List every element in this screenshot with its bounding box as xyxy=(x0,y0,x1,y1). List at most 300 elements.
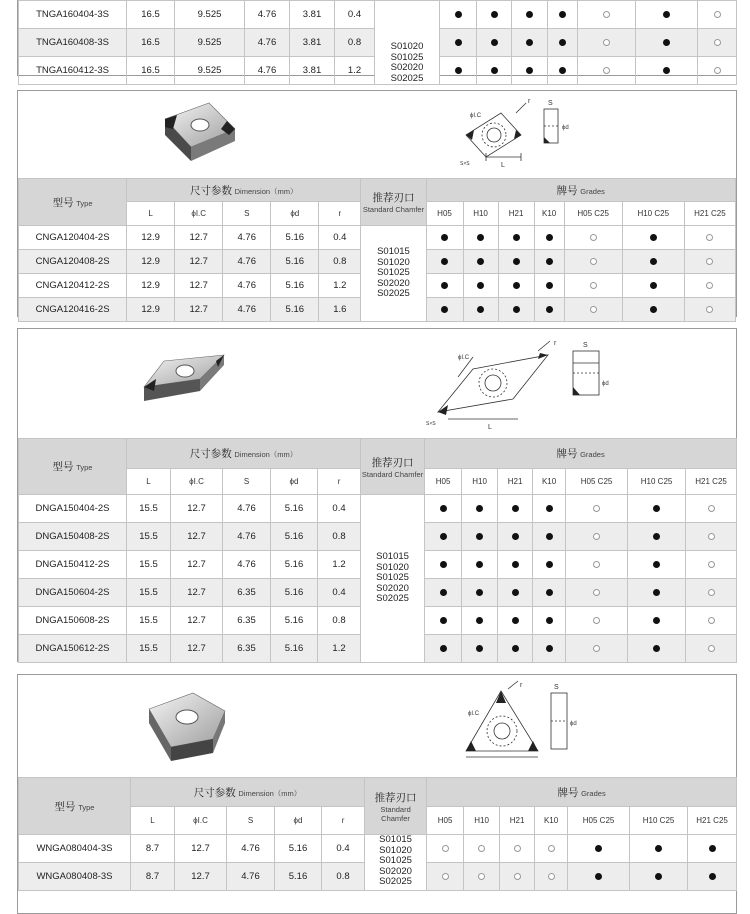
cell-r: 0.8 xyxy=(318,607,361,635)
col-dim-1: ϕI.C xyxy=(171,469,223,495)
dnga-label-chamfer: S×S xyxy=(426,421,436,427)
cell-grade-4 xyxy=(578,57,636,85)
col-dim-2: S xyxy=(227,807,275,835)
optional-circle-icon xyxy=(548,845,555,852)
optional-circle-icon xyxy=(714,11,721,18)
optional-circle-icon xyxy=(548,873,555,880)
cnga-insert-image xyxy=(153,101,243,171)
table-row xyxy=(19,495,737,523)
cell-d: 3.81 xyxy=(290,57,335,85)
optional-circle-icon xyxy=(706,258,713,265)
cell-s: 4.76 xyxy=(223,250,271,274)
cell-ic: 12.7 xyxy=(175,835,227,863)
recommended-dot-icon xyxy=(663,11,670,18)
recommended-dot-icon xyxy=(477,282,484,289)
cell-grade-3 xyxy=(533,495,566,523)
recommended-dot-icon xyxy=(513,258,520,265)
recommended-dot-icon xyxy=(526,67,533,74)
cell-l: 8.7 xyxy=(131,863,175,891)
cell-grade-2 xyxy=(512,29,548,57)
col-dimension-en: Dimension（mm） xyxy=(238,788,302,798)
chamfer-list xyxy=(375,42,439,84)
col-grades-header xyxy=(425,439,737,469)
cell-d: 3.81 xyxy=(290,29,335,57)
col-grade-1: H10 xyxy=(462,469,498,495)
col-grade-2: H21 xyxy=(500,807,535,835)
chamfer-item: S01015 xyxy=(376,551,409,563)
col-dim-1: ϕI.C xyxy=(175,202,223,226)
recommended-dot-icon xyxy=(491,39,498,46)
recommended-dot-icon xyxy=(546,505,553,512)
recommended-dot-icon xyxy=(440,505,447,512)
cell-l: 15.5 xyxy=(127,635,171,663)
cell-grade-6 xyxy=(684,226,735,250)
wnga-insert-image xyxy=(143,687,233,767)
cell-ic: 12.7 xyxy=(171,551,223,579)
cell-r: 1.2 xyxy=(335,57,375,85)
cell-grade-1 xyxy=(464,835,500,863)
cell-grade-2 xyxy=(498,274,534,298)
chamfer-item: S01020 xyxy=(376,561,409,573)
table-row xyxy=(19,835,737,863)
recommended-dot-icon xyxy=(546,589,553,596)
chamfer-list xyxy=(361,247,425,300)
cell-l: 15.5 xyxy=(127,523,171,551)
cnga-label-s: S xyxy=(548,100,553,107)
cell-grade-4 xyxy=(568,863,630,891)
col-grade-1: H10 xyxy=(463,202,498,226)
cell-r: 1.2 xyxy=(318,635,361,663)
cell-grade-0 xyxy=(426,226,463,250)
col-grade-3: K10 xyxy=(534,202,564,226)
recommended-dot-icon xyxy=(650,306,657,313)
cell-l: 8.7 xyxy=(131,835,175,863)
col-chamfer-header xyxy=(361,439,425,495)
cell-grade-4 xyxy=(578,1,636,29)
chamfer-item: S02025 xyxy=(377,288,410,300)
cell-ic: 12.7 xyxy=(171,495,223,523)
cell-grade-2 xyxy=(498,226,534,250)
recommended-dot-icon xyxy=(655,873,662,880)
cell-grade-5 xyxy=(628,495,686,523)
cell-grade-4 xyxy=(564,250,622,274)
col-type-zh: 型号 xyxy=(52,196,74,209)
col-grade-6: H21 C25 xyxy=(686,469,737,495)
cell-grade-5 xyxy=(628,523,686,551)
col-grade-3: K10 xyxy=(535,807,568,835)
cell-ic: 12.7 xyxy=(175,298,223,322)
cnga-label-d: ϕd xyxy=(562,125,569,131)
col-grade-4: H05 C25 xyxy=(566,469,628,495)
cell-l: 15.5 xyxy=(127,551,171,579)
table-row xyxy=(19,1,737,29)
cell-type: DNGA150604-2S xyxy=(19,579,127,607)
cell-grade-4 xyxy=(564,298,622,322)
cell-d: 3.81 xyxy=(290,1,335,29)
recommended-dot-icon xyxy=(546,617,553,624)
cell-grade-1 xyxy=(462,607,498,635)
cell-chamfer xyxy=(361,495,425,663)
cnga-label-r: r xyxy=(528,98,531,105)
cell-l: 15.5 xyxy=(127,495,171,523)
col-dimension-zh: 尺寸参数 xyxy=(193,786,236,799)
optional-circle-icon xyxy=(708,533,715,540)
cell-grade-6 xyxy=(686,523,737,551)
cell-r: 0.8 xyxy=(318,523,361,551)
col-grade-0: H05 xyxy=(425,469,462,495)
cell-ic: 9.525 xyxy=(175,1,245,29)
optional-circle-icon xyxy=(708,505,715,512)
cell-grade-6 xyxy=(698,1,737,29)
col-grade-4: H05 C25 xyxy=(568,807,630,835)
optional-circle-icon xyxy=(590,234,597,241)
cell-type: CNGA120412-2S xyxy=(19,274,127,298)
cell-grade-1 xyxy=(477,57,512,85)
cell-grade-3 xyxy=(533,579,566,607)
cell-grade-3 xyxy=(548,1,578,29)
cell-grade-2 xyxy=(498,523,533,551)
optional-circle-icon xyxy=(514,873,521,880)
cell-grade-3 xyxy=(535,835,568,863)
recommended-dot-icon xyxy=(476,533,483,540)
cell-grade-4 xyxy=(566,523,628,551)
cell-r: 0.4 xyxy=(319,226,361,250)
cnga-label-l: L xyxy=(501,162,505,169)
col-grade-4: H05 C25 xyxy=(564,202,622,226)
cell-grade-0 xyxy=(425,495,462,523)
recommended-dot-icon xyxy=(546,306,553,313)
cell-grade-0 xyxy=(425,635,462,663)
cell-d: 5.16 xyxy=(271,579,318,607)
cell-grade-5 xyxy=(636,57,698,85)
optional-circle-icon xyxy=(603,39,610,46)
optional-circle-icon xyxy=(593,645,600,652)
recommended-dot-icon xyxy=(440,533,447,540)
cnga-technical-drawing xyxy=(446,95,596,175)
recommended-dot-icon xyxy=(512,533,519,540)
cell-grade-6 xyxy=(698,57,737,85)
cell-d: 5.16 xyxy=(271,226,319,250)
cell-grade-3 xyxy=(534,226,564,250)
recommended-dot-icon xyxy=(476,645,483,652)
cell-type: CNGA120416-2S xyxy=(19,298,127,322)
recommended-dot-icon xyxy=(455,67,462,74)
optional-circle-icon xyxy=(714,67,721,74)
recommended-dot-icon xyxy=(512,561,519,568)
cell-r: 0.4 xyxy=(335,1,375,29)
cell-grade-4 xyxy=(568,835,630,863)
wnga-label-r: r xyxy=(520,682,523,689)
col-chamfer-header xyxy=(361,179,426,226)
cell-r: 1.2 xyxy=(318,551,361,579)
cell-grade-5 xyxy=(628,607,686,635)
recommended-dot-icon xyxy=(559,67,566,74)
col-grade-6: H21 C25 xyxy=(684,202,735,226)
cell-grade-3 xyxy=(534,298,564,322)
cell-s: 4.76 xyxy=(245,1,290,29)
cell-grade-0 xyxy=(427,863,464,891)
col-grades-zh: 牌号 xyxy=(556,184,578,197)
recommended-dot-icon xyxy=(595,873,602,880)
chamfer-item: S01025 xyxy=(390,51,424,63)
cnga-table xyxy=(18,178,736,322)
cell-grade-5 xyxy=(628,635,686,663)
recommended-dot-icon xyxy=(512,645,519,652)
col-chamfer-header xyxy=(365,778,427,835)
optional-circle-icon xyxy=(593,505,600,512)
cell-ic: 9.525 xyxy=(175,29,245,57)
optional-circle-icon xyxy=(590,306,597,313)
cell-r: 0.4 xyxy=(322,835,365,863)
optional-circle-icon xyxy=(706,282,713,289)
col-dim-3: ϕd xyxy=(271,469,318,495)
cell-d: 5.16 xyxy=(271,607,318,635)
optional-circle-icon xyxy=(514,845,521,852)
cell-ic: 12.7 xyxy=(175,250,223,274)
col-dim-0: L xyxy=(131,807,175,835)
cell-r: 0.8 xyxy=(319,250,361,274)
cell-grade-4 xyxy=(564,226,622,250)
cell-grade-5 xyxy=(622,274,684,298)
cell-grade-0 xyxy=(440,57,477,85)
cell-grade-2 xyxy=(498,250,534,274)
cell-grade-3 xyxy=(533,607,566,635)
chamfer-item: S01025 xyxy=(376,572,409,584)
cell-grade-6 xyxy=(698,29,737,57)
recommended-dot-icon xyxy=(513,306,520,313)
wnga-table xyxy=(18,777,737,891)
recommended-dot-icon xyxy=(476,505,483,512)
wnga-label-ic: ϕI.C xyxy=(468,711,480,717)
cell-grade-6 xyxy=(686,579,737,607)
recommended-dot-icon xyxy=(546,533,553,540)
chamfer-list xyxy=(365,835,426,888)
recommended-dot-icon xyxy=(441,306,448,313)
cell-l: 12.9 xyxy=(127,298,175,322)
cell-grade-0 xyxy=(440,29,477,57)
cell-ic: 12.7 xyxy=(171,579,223,607)
cell-grade-3 xyxy=(548,29,578,57)
cell-grade-2 xyxy=(512,57,548,85)
cell-grade-6 xyxy=(684,274,735,298)
dnga-label-r: r xyxy=(554,340,557,347)
cell-grade-0 xyxy=(425,607,462,635)
col-type-en: Type xyxy=(78,802,95,812)
tnga-table xyxy=(18,0,737,85)
optional-circle-icon xyxy=(593,533,600,540)
cell-grade-5 xyxy=(622,226,684,250)
cell-ic: 12.7 xyxy=(175,226,223,250)
cell-r: 0.4 xyxy=(318,579,361,607)
cell-grade-0 xyxy=(425,551,462,579)
chamfer-item: S01025 xyxy=(377,267,410,279)
recommended-dot-icon xyxy=(440,561,447,568)
col-dimension-zh: 尺寸参数 xyxy=(189,448,232,460)
recommended-dot-icon xyxy=(441,282,448,289)
cnga-label-chamfer: S×S xyxy=(460,161,470,167)
cell-grade-4 xyxy=(566,607,628,635)
cell-grade-5 xyxy=(622,298,684,322)
cell-grade-6 xyxy=(686,495,737,523)
optional-circle-icon xyxy=(442,873,449,880)
cell-grade-0 xyxy=(425,579,462,607)
cell-l: 15.5 xyxy=(127,579,171,607)
cell-grade-2 xyxy=(498,635,533,663)
cell-d: 5.16 xyxy=(271,298,319,322)
col-type-header xyxy=(19,778,131,835)
optional-circle-icon xyxy=(706,234,713,241)
cell-grade-0 xyxy=(426,274,463,298)
cell-ic: 12.7 xyxy=(175,863,227,891)
dnga-label-d: ϕd xyxy=(602,381,609,387)
cell-grade-6 xyxy=(686,635,737,663)
recommended-dot-icon xyxy=(650,282,657,289)
recommended-dot-icon xyxy=(512,589,519,596)
chamfer-item: S02025 xyxy=(390,72,424,84)
cell-d: 5.16 xyxy=(275,835,322,863)
recommended-dot-icon xyxy=(650,234,657,241)
recommended-dot-icon xyxy=(440,589,447,596)
cell-grade-3 xyxy=(533,523,566,551)
cell-grade-1 xyxy=(477,29,512,57)
cell-grade-2 xyxy=(500,863,535,891)
recommended-dot-icon xyxy=(546,645,553,652)
cell-l: 16.5 xyxy=(127,57,175,85)
cell-grade-2 xyxy=(498,298,534,322)
cell-l: 15.5 xyxy=(127,607,171,635)
col-grades-header xyxy=(427,778,737,807)
cell-grade-3 xyxy=(533,551,566,579)
col-dim-0: L xyxy=(127,202,175,226)
cell-type: WNGA080404-3S xyxy=(19,835,131,863)
recommended-dot-icon xyxy=(546,258,553,265)
recommended-dot-icon xyxy=(559,11,566,18)
recommended-dot-icon xyxy=(476,561,483,568)
cell-l: 12.9 xyxy=(127,274,175,298)
recommended-dot-icon xyxy=(526,11,533,18)
cell-grade-1 xyxy=(463,226,498,250)
cell-s: 4.76 xyxy=(223,523,271,551)
chamfer-item: S01015 xyxy=(377,246,410,258)
col-grades-header xyxy=(426,179,736,202)
cell-s: 4.76 xyxy=(245,57,290,85)
wnga-label-s: S xyxy=(554,684,559,691)
chamfer-item: S02020 xyxy=(379,865,412,877)
recommended-dot-icon xyxy=(653,617,660,624)
recommended-dot-icon xyxy=(512,617,519,624)
col-grade-5: H10 C25 xyxy=(630,807,688,835)
cell-s: 4.76 xyxy=(223,274,271,298)
col-grades-en: Grades xyxy=(580,186,605,196)
recommended-dot-icon xyxy=(650,258,657,265)
table-row xyxy=(19,226,736,250)
cell-type: CNGA120408-2S xyxy=(19,250,127,274)
recommended-dot-icon xyxy=(512,505,519,512)
col-type-en: Type xyxy=(76,463,93,472)
cell-d: 5.16 xyxy=(271,551,318,579)
recommended-dot-icon xyxy=(477,258,484,265)
cell-grade-4 xyxy=(566,579,628,607)
cell-grade-5 xyxy=(630,863,688,891)
optional-circle-icon xyxy=(590,258,597,265)
dnga-label-s: S xyxy=(583,342,588,349)
col-grade-0: H05 xyxy=(426,202,463,226)
col-dimension-en: Dimension（mm） xyxy=(234,186,298,196)
cell-ic: 12.7 xyxy=(171,607,223,635)
optional-circle-icon xyxy=(708,589,715,596)
cell-s: 4.76 xyxy=(223,551,271,579)
cell-grade-1 xyxy=(462,551,498,579)
recommended-dot-icon xyxy=(709,845,716,852)
cell-grade-2 xyxy=(498,495,533,523)
cell-r: 0.8 xyxy=(335,29,375,57)
cell-s: 6.35 xyxy=(223,607,271,635)
optional-circle-icon xyxy=(603,11,610,18)
cell-d: 5.16 xyxy=(271,635,318,663)
recommended-dot-icon xyxy=(477,306,484,313)
cell-grade-6 xyxy=(688,835,737,863)
recommended-dot-icon xyxy=(653,561,660,568)
col-dim-1: ϕI.C xyxy=(175,807,227,835)
cell-d: 5.16 xyxy=(271,274,319,298)
cell-grade-0 xyxy=(426,298,463,322)
col-grades-zh: 牌号 xyxy=(557,786,579,799)
optional-circle-icon xyxy=(603,67,610,74)
cell-l: 16.5 xyxy=(127,1,175,29)
cell-chamfer xyxy=(361,226,426,322)
cell-r: 0.8 xyxy=(322,863,365,891)
cell-grade-6 xyxy=(684,298,735,322)
cell-chamfer xyxy=(375,1,440,85)
chamfer-item: S01015 xyxy=(379,834,412,845)
chamfer-item: S02020 xyxy=(390,62,424,73)
col-dim-4: r xyxy=(319,202,361,226)
recommended-dot-icon xyxy=(476,617,483,624)
chamfer-item: S01025 xyxy=(379,855,412,866)
cell-grade-5 xyxy=(628,551,686,579)
cell-grade-3 xyxy=(535,863,568,891)
recommended-dot-icon xyxy=(546,282,553,289)
cnga-card xyxy=(17,90,737,317)
cell-type: TNGA160408-3S xyxy=(19,29,127,57)
cell-s: 4.76 xyxy=(227,863,275,891)
recommended-dot-icon xyxy=(653,505,660,512)
col-dim-3: ϕd xyxy=(271,202,319,226)
col-type-zh: 型号 xyxy=(54,800,76,813)
cell-s: 4.76 xyxy=(227,835,275,863)
col-dim-4: r xyxy=(318,469,361,495)
header-row xyxy=(19,179,736,202)
tnga-card xyxy=(17,0,737,84)
recommended-dot-icon xyxy=(653,533,660,540)
cell-grade-3 xyxy=(533,635,566,663)
cell-s: 6.35 xyxy=(223,635,271,663)
optional-circle-icon xyxy=(593,617,600,624)
col-grades-en: Grades xyxy=(580,450,605,459)
cell-s: 4.76 xyxy=(223,495,271,523)
recommended-dot-icon xyxy=(653,645,660,652)
col-dim-3: ϕd xyxy=(275,807,322,835)
cell-grade-4 xyxy=(564,274,622,298)
cell-grade-1 xyxy=(462,523,498,551)
cell-type: DNGA150412-2S xyxy=(19,551,127,579)
col-grades-zh: 牌号 xyxy=(556,448,578,460)
recommended-dot-icon xyxy=(546,561,553,568)
wnga-label-d: ϕd xyxy=(570,721,577,727)
optional-circle-icon xyxy=(593,589,600,596)
col-dim-2: S xyxy=(223,469,271,495)
dnga-label-l: L xyxy=(488,424,492,431)
